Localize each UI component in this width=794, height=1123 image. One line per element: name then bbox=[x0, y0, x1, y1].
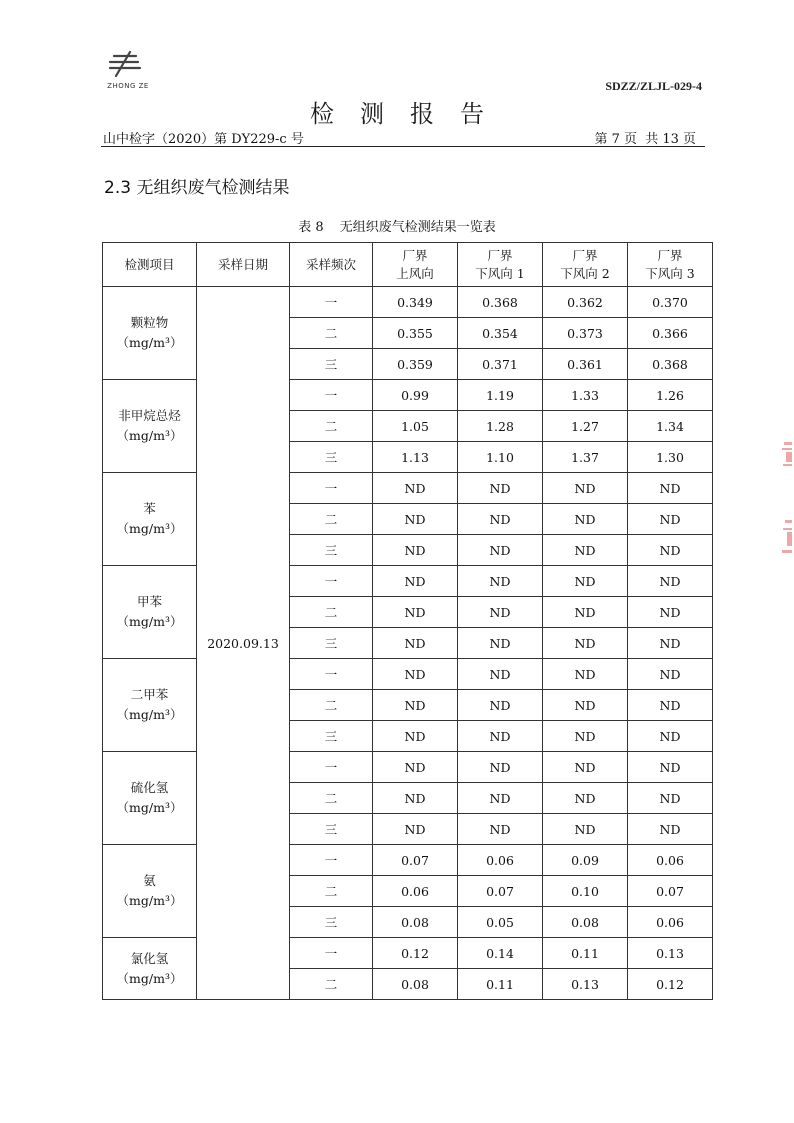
item-name-cell bbox=[103, 845, 197, 938]
frequency-cell: 一 bbox=[290, 752, 373, 783]
item-name-cell bbox=[103, 287, 197, 380]
table-title: 无组织废气检测结果一览表 bbox=[339, 220, 496, 235]
frequency-cell: 三 bbox=[290, 907, 373, 938]
value-cell: ND bbox=[628, 814, 713, 845]
value-cell: 0.12 bbox=[628, 969, 713, 1000]
value-cell: ND bbox=[458, 752, 543, 783]
header-item: 检测项目 bbox=[103, 243, 197, 287]
value-cell: 0.05 bbox=[458, 907, 543, 938]
value-cell: 1.10 bbox=[458, 442, 543, 473]
value-cell: 1.28 bbox=[458, 411, 543, 442]
item-name: 氯化氢 bbox=[130, 950, 169, 966]
value-cell: 0.371 bbox=[458, 349, 543, 380]
value-cell: 0.08 bbox=[543, 907, 628, 938]
section-title: 2.3 无组织废气检测结果 bbox=[104, 178, 290, 198]
item-name: 苯 bbox=[143, 501, 156, 516]
frequency-cell: 三 bbox=[290, 349, 373, 380]
value-cell: 0.99 bbox=[373, 380, 458, 411]
item-name: 非甲烷总烃 bbox=[118, 408, 181, 423]
table-row bbox=[103, 566, 713, 597]
frequency-cell: 二 bbox=[290, 411, 373, 442]
value-cell: ND bbox=[373, 597, 458, 628]
value-cell: ND bbox=[373, 504, 458, 535]
value-cell: ND bbox=[458, 690, 543, 721]
frequency-cell: 一 bbox=[290, 566, 373, 597]
value-cell: ND bbox=[373, 473, 458, 504]
frequency-cell: 二 bbox=[290, 504, 373, 535]
value-cell: 0.349 bbox=[373, 287, 458, 318]
value-cell: 0.14 bbox=[458, 938, 543, 969]
item-name: 二甲苯 bbox=[130, 687, 169, 702]
value-cell: ND bbox=[458, 721, 543, 752]
frequency-cell: 一 bbox=[290, 287, 373, 318]
table-row bbox=[103, 752, 713, 783]
value-cell: 0.10 bbox=[543, 876, 628, 907]
value-cell: 0.359 bbox=[373, 349, 458, 380]
value-cell: ND bbox=[628, 721, 713, 752]
value-cell: ND bbox=[373, 690, 458, 721]
value-cell: ND bbox=[458, 814, 543, 845]
item-name-cell bbox=[103, 752, 197, 845]
item-name-cell bbox=[103, 938, 197, 1000]
value-cell: 0.08 bbox=[373, 907, 458, 938]
frequency-cell: 二 bbox=[290, 690, 373, 721]
value-cell: 0.366 bbox=[628, 318, 713, 349]
item-name-cell bbox=[103, 380, 197, 473]
table-caption bbox=[0, 216, 794, 235]
item-unit: （mg/m³） bbox=[116, 893, 183, 908]
value-cell: 1.30 bbox=[628, 442, 713, 473]
frequency-cell: 三 bbox=[290, 814, 373, 845]
header-divider bbox=[101, 146, 705, 147]
value-cell: 0.06 bbox=[458, 845, 543, 876]
value-cell: 0.373 bbox=[543, 318, 628, 349]
value-cell: ND bbox=[458, 473, 543, 504]
value-cell: ND bbox=[373, 659, 458, 690]
table-row bbox=[103, 938, 713, 969]
logo-text: ZHONG ZE bbox=[107, 82, 149, 90]
value-cell: 0.361 bbox=[543, 349, 628, 380]
table-row bbox=[103, 845, 713, 876]
value-cell: ND bbox=[458, 535, 543, 566]
table-row bbox=[103, 659, 713, 690]
value-cell: ND bbox=[543, 504, 628, 535]
item-name-cell bbox=[103, 473, 197, 566]
value-cell: ND bbox=[458, 628, 543, 659]
value-cell: 0.07 bbox=[373, 845, 458, 876]
value-cell: 1.05 bbox=[373, 411, 458, 442]
value-cell: ND bbox=[543, 597, 628, 628]
value-cell: 1.34 bbox=[628, 411, 713, 442]
item-unit: （mg/m³） bbox=[116, 614, 183, 629]
frequency-cell: 三 bbox=[290, 721, 373, 752]
table-number: 表 8 bbox=[298, 220, 324, 235]
item-name: 硫化氢 bbox=[130, 780, 169, 795]
value-cell: 0.354 bbox=[458, 318, 543, 349]
value-cell: ND bbox=[373, 628, 458, 659]
value-cell: ND bbox=[543, 721, 628, 752]
value-cell: ND bbox=[628, 535, 713, 566]
value-cell: 1.37 bbox=[543, 442, 628, 473]
value-cell: ND bbox=[543, 690, 628, 721]
item-name: 氨 bbox=[143, 873, 156, 888]
item-unit: （mg/m³） bbox=[116, 707, 183, 722]
value-cell: 1.33 bbox=[543, 380, 628, 411]
value-cell: 0.06 bbox=[628, 845, 713, 876]
value-cell: ND bbox=[628, 690, 713, 721]
value-cell: ND bbox=[458, 659, 543, 690]
value-cell: 0.08 bbox=[373, 969, 458, 1000]
frequency-cell: 一 bbox=[290, 845, 373, 876]
total-pages: 共 13 页 bbox=[645, 132, 696, 147]
frequency-cell: 二 bbox=[290, 318, 373, 349]
value-cell: 0.07 bbox=[458, 876, 543, 907]
table-body bbox=[103, 287, 713, 1000]
value-cell: ND bbox=[628, 504, 713, 535]
item-unit: （mg/m³） bbox=[116, 970, 183, 986]
value-cell: ND bbox=[543, 535, 628, 566]
frequency-cell: 二 bbox=[290, 783, 373, 814]
frequency-cell: 二 bbox=[290, 876, 373, 907]
value-cell: ND bbox=[543, 659, 628, 690]
table-row bbox=[103, 380, 713, 411]
header-downwind-1: 厂界 下风向 1 bbox=[458, 243, 543, 287]
page-info bbox=[591, 128, 697, 147]
value-cell: 0.355 bbox=[373, 318, 458, 349]
table-header-row bbox=[103, 243, 713, 287]
frequency-cell: 一 bbox=[290, 473, 373, 504]
value-cell: 0.370 bbox=[628, 287, 713, 318]
frequency-cell: 二 bbox=[290, 969, 373, 1000]
value-cell: 1.27 bbox=[543, 411, 628, 442]
item-unit: （mg/m³） bbox=[116, 800, 183, 815]
item-name: 甲苯 bbox=[136, 594, 162, 609]
frequency-cell: 二 bbox=[290, 597, 373, 628]
value-cell: ND bbox=[373, 535, 458, 566]
item-name: 颗粒物 bbox=[130, 315, 169, 330]
value-cell: ND bbox=[543, 566, 628, 597]
value-cell: ND bbox=[628, 566, 713, 597]
value-cell: 0.06 bbox=[373, 876, 458, 907]
sampling-date: 2020.09.13 bbox=[197, 287, 290, 1000]
frequency-cell: 一 bbox=[290, 380, 373, 411]
value-cell: ND bbox=[628, 783, 713, 814]
seal-stamp-fragment bbox=[780, 440, 794, 570]
report-number: 山中检字（2020）第 DY229-c 号 bbox=[103, 132, 304, 147]
value-cell: 0.07 bbox=[628, 876, 713, 907]
value-cell: ND bbox=[458, 783, 543, 814]
frequency-cell: 一 bbox=[290, 938, 373, 969]
value-cell: ND bbox=[458, 597, 543, 628]
value-cell: 0.06 bbox=[628, 907, 713, 938]
value-cell: 0.12 bbox=[373, 938, 458, 969]
header-downwind-3: 厂界 下风向 3 bbox=[628, 243, 713, 287]
value-cell: ND bbox=[628, 473, 713, 504]
item-name-cell bbox=[103, 566, 197, 659]
value-cell: 0.09 bbox=[543, 845, 628, 876]
frequency-cell: 三 bbox=[290, 628, 373, 659]
item-unit: （mg/m³） bbox=[116, 428, 183, 443]
results-table bbox=[102, 242, 713, 1000]
value-cell: 0.368 bbox=[458, 287, 543, 318]
page-number: 第 7 页 bbox=[594, 132, 638, 147]
value-cell: ND bbox=[373, 752, 458, 783]
value-cell: 1.19 bbox=[458, 380, 543, 411]
value-cell: ND bbox=[628, 659, 713, 690]
value-cell: ND bbox=[628, 628, 713, 659]
value-cell: ND bbox=[543, 814, 628, 845]
value-cell: 1.13 bbox=[373, 442, 458, 473]
table-row bbox=[103, 473, 713, 504]
value-cell: 0.11 bbox=[543, 938, 628, 969]
value-cell: ND bbox=[373, 783, 458, 814]
value-cell: 0.362 bbox=[543, 287, 628, 318]
value-cell: ND bbox=[543, 473, 628, 504]
value-cell: ND bbox=[458, 504, 543, 535]
value-cell: ND bbox=[628, 597, 713, 628]
value-cell: ND bbox=[373, 721, 458, 752]
frequency-cell: 三 bbox=[290, 442, 373, 473]
value-cell: ND bbox=[373, 814, 458, 845]
report-title: 检测报告 bbox=[310, 100, 510, 128]
value-cell: ND bbox=[628, 752, 713, 783]
item-unit: （mg/m³） bbox=[116, 335, 183, 350]
value-cell: ND bbox=[543, 628, 628, 659]
value-cell: ND bbox=[543, 752, 628, 783]
frequency-cell: 一 bbox=[290, 659, 373, 690]
value-cell: ND bbox=[373, 566, 458, 597]
header-downwind-2: 厂界 下风向 2 bbox=[543, 243, 628, 287]
value-cell: 0.13 bbox=[628, 938, 713, 969]
header-upwind: 厂界 上风向 bbox=[373, 243, 458, 287]
header-date: 采样日期 bbox=[197, 243, 290, 287]
value-cell: 0.368 bbox=[628, 349, 713, 380]
value-cell: ND bbox=[458, 566, 543, 597]
zhongze-logo bbox=[100, 48, 154, 100]
value-cell: 0.11 bbox=[458, 969, 543, 1000]
item-name-cell bbox=[103, 659, 197, 752]
document-code: SDZZ/ZLJL-029-4 bbox=[605, 79, 702, 93]
table-row bbox=[103, 287, 713, 318]
frequency-cell: 三 bbox=[290, 535, 373, 566]
header-frequency: 采样频次 bbox=[290, 243, 373, 287]
value-cell: 0.13 bbox=[543, 969, 628, 1000]
value-cell: 1.26 bbox=[628, 380, 713, 411]
item-unit: （mg/m³） bbox=[116, 521, 183, 536]
value-cell: ND bbox=[543, 783, 628, 814]
